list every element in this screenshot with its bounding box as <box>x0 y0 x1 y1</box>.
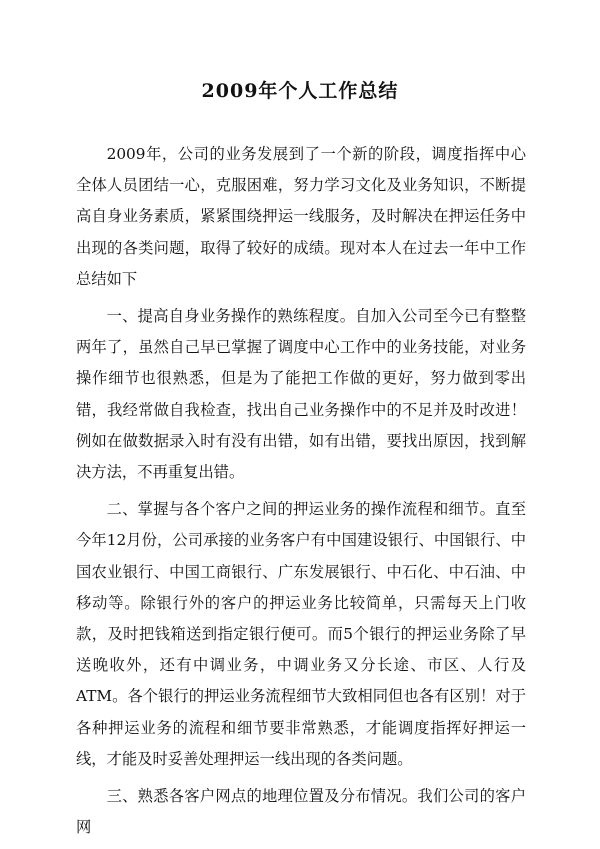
document-body <box>76 139 526 849</box>
paragraph-intro: 2009年，公司的业务发展到了一个新的阶段，调度指挥中心全体人员团结一心，克服困难，努力学习文化及业务知识，不断提高自身业务素质，紧紧围绕押运一线服务，及时解决在押运任务中出现的各类问题，取得了较好的成绩。现对本人在过去一年中工作总结如下 <box>76 145 526 288</box>
document-title: 2009年个人工作总结 <box>201 80 399 102</box>
paragraph-section-1: 一、提高自身业务操作的熟练程度。自加入公司至今已有整整两年了，虽然自己早已掌握了调度中心工作中的业务技能，对业务操作细节也很熟悉，但是为了能把工作做的更好，努力做到零出错，我经常做自我检查，找出自己业务操作中的不足并及时改进！例如在做数据录入时有没有出错，如有出错，要找出原因，找到解决方法，不再重复出错。 <box>76 307 526 482</box>
paragraph-section-3: 三、熟悉各客户网点的地理位置及分布情况。我们公司的客户网 <box>76 787 526 837</box>
paragraph-section-2: 二、掌握与各个客户之间的押运业务的操作流程和细节。直至今年12月份，公司承接的业务客户有中国建设银行、中国银行、中国农业银行、中国工商银行、广东发展银行、中石化、中石油、中移动等。除银行外的客户的押运业务比较简单，只需每天上门收款，及时把钱箱送到指定银行便可。而5个银行的押运业务除了早送晚收外，还有中调业务，中调业务又分长途、市区、人行及ATM。各个银行的押运业务流程细节大致相同但也各有区别！对于各种押运业务的流程和细节要非常熟悉，才能调度指挥好押运一线，才能及时妥善处理押运一线出现的各类问题。 <box>76 500 526 768</box>
